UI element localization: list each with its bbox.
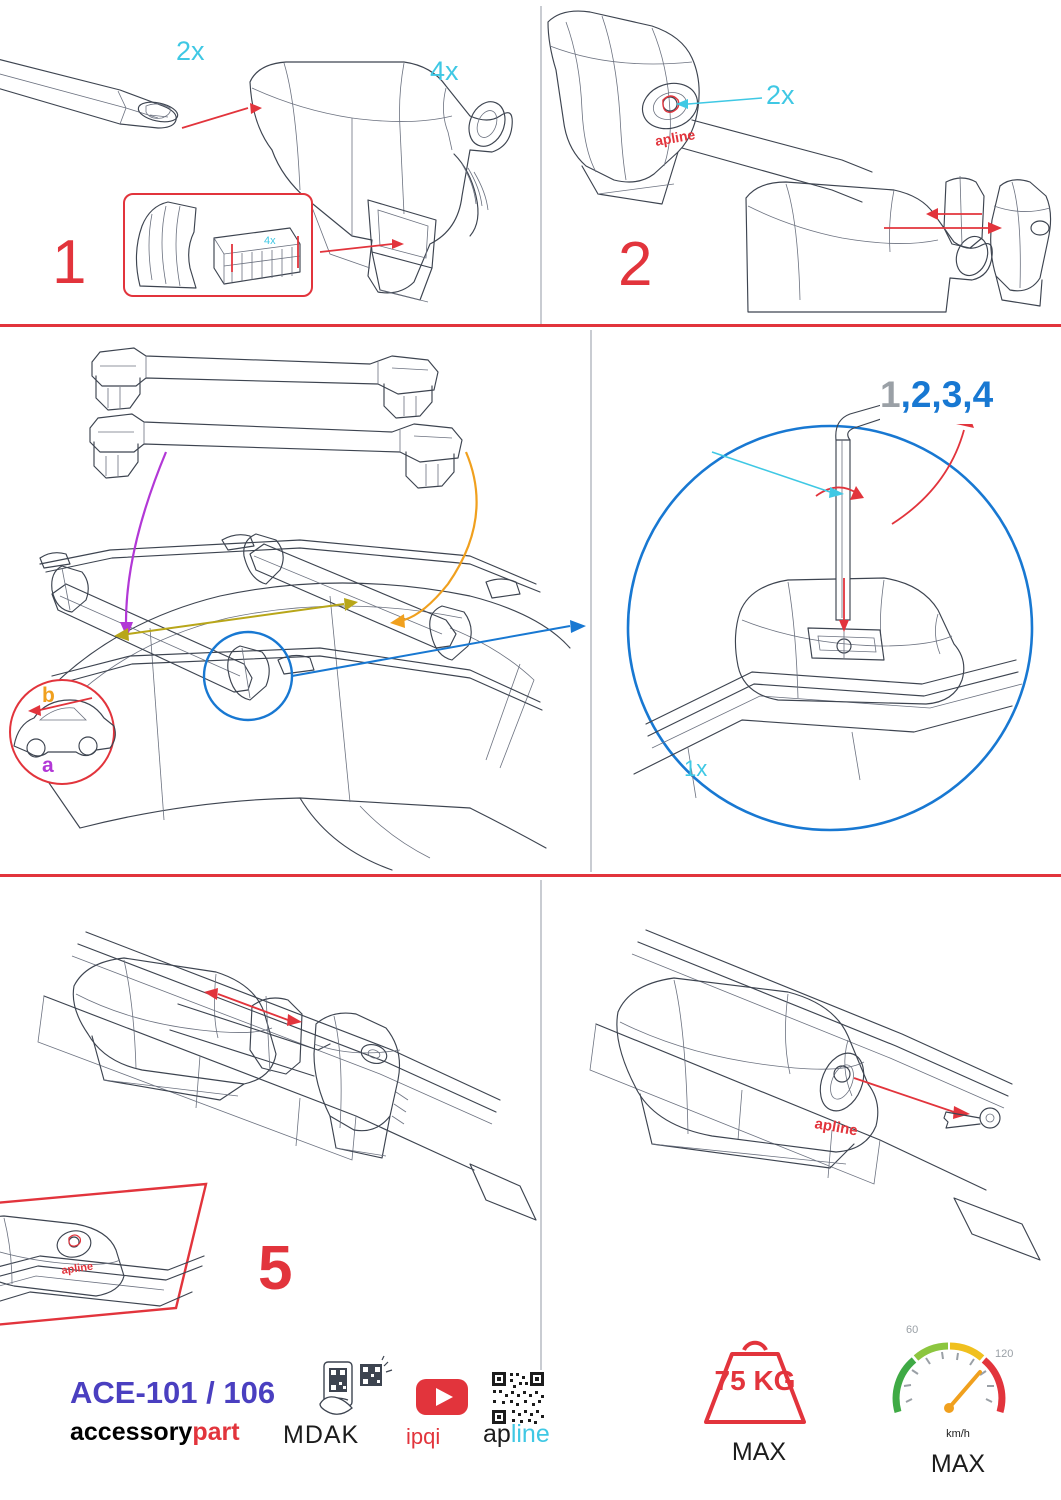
max-weight-value: 75 KG	[714, 1365, 796, 1396]
max-weight-caption: MAX	[731, 1438, 787, 1466]
gauge-tick-high: 120	[995, 1348, 1014, 1360]
brand-part-2: part	[192, 1418, 240, 1446]
qr-code-phone-icon	[318, 1360, 394, 1426]
partner-apline-label	[483, 1420, 550, 1449]
inset-quantity-text: 4x	[264, 235, 276, 247]
divider-row-1	[0, 324, 1061, 327]
step-6-illustration	[542, 878, 1061, 1370]
step-5-panel	[0, 878, 540, 1370]
apline-part-2: line	[510, 1420, 550, 1448]
max-speed-gauge-icon	[884, 1328, 1014, 1436]
apline-part-1: ap	[483, 1420, 511, 1448]
qr-code-square-icon	[490, 1370, 546, 1426]
step-3-illustration	[0, 328, 590, 874]
bar-quantity-label: 2x	[176, 36, 205, 66]
brand-part-1: accessory	[70, 1418, 193, 1446]
foot-quantity-label: 4x	[430, 56, 459, 86]
partner-ipqi-label: ipqi	[406, 1424, 441, 1449]
youtube-play-icon[interactable]	[415, 1378, 469, 1416]
key-quantity-label: 2x	[766, 80, 795, 110]
apline-logo-text-foot-1: apline	[653, 126, 697, 149]
step-1-panel	[0, 0, 540, 324]
step-6-panel	[542, 878, 1061, 1370]
step-3-panel	[0, 328, 590, 874]
speed-unit-label: km/h	[946, 1428, 970, 1440]
position-a-label: a	[42, 754, 54, 777]
tool-quantity-label: 1x	[684, 756, 708, 781]
gauge-tick-low: 60	[906, 1324, 919, 1336]
footer	[0, 1324, 1061, 1500]
step-2-panel	[542, 0, 1061, 324]
step-5-number: 5	[258, 1234, 292, 1303]
tighten-order-display: 1,2,3,4	[880, 374, 994, 415]
position-b-label: b	[42, 684, 55, 707]
partner-mdak-label: MDAK	[283, 1421, 360, 1449]
model-code-label: ACE-101 / 106	[70, 1375, 276, 1410]
divider-row-2	[0, 874, 1061, 877]
step-2-number: 2	[618, 230, 652, 299]
brand-logo	[70, 1418, 240, 1447]
apline-logo-text-foot-3: apline	[813, 1115, 859, 1140]
step-1-number: 1	[52, 228, 86, 297]
apline-logo-text-foot-2: apline	[60, 1260, 94, 1277]
max-speed-caption: MAX	[930, 1450, 986, 1478]
